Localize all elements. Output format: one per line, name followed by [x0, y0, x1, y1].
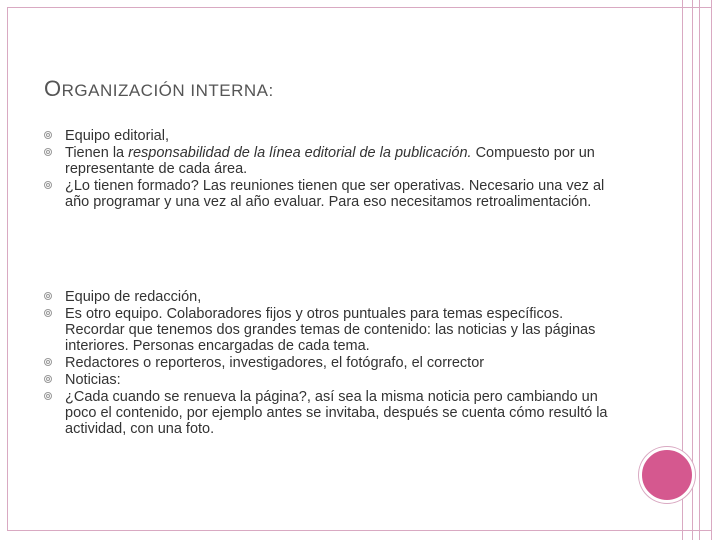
list-item: [44, 372, 624, 388]
title-rest: RGANIZACIÓN INTERNA:: [61, 81, 274, 100]
circle-bullet-icon: [44, 181, 53, 190]
list-item: [44, 306, 624, 354]
list-item-text: Noticias:: [65, 372, 121, 388]
list-item: [44, 289, 624, 305]
circle-bullet-icon: [44, 309, 53, 318]
circle-bullet-icon: [44, 292, 53, 301]
circle-bullet-icon: [44, 375, 53, 384]
list-item-text: Redactores o reporteros, investigadores, el fotógrafo, el corrector: [65, 355, 485, 371]
list-item-text: ¿Lo tienen formado? Las reuniones tienen que ser operativas. Necesario una vez al año programar y una vez al año evaluar. Para eso necesitamos retroalimentación.: [65, 178, 605, 210]
list-item: [44, 145, 624, 177]
list-item-text-suffix: Compuesto por un representante de cada área.: [65, 145, 595, 177]
pink-circle-decoration: [639, 447, 695, 503]
list-item-text: ¿Cada cuando se renueva la página?, así sea la misma noticia pero cambiando un poco el contenido, por ejemplo antes se invitaba, después se cuenta cómo resultó la actividad, con una foto.: [65, 389, 608, 437]
circle-bullet-icon: [44, 358, 53, 367]
list-item-text: Es otro equipo. Colaboradores fijos y otros puntuales para temas específicos. Recordar que tenemos dos grandes temas de contenido: las noticias y las páginas interiores. Personas encargadas de cada tema.: [65, 306, 596, 354]
slide-title: [44, 76, 274, 102]
list-item-text: Equipo editorial,: [65, 128, 169, 144]
circle-bullet-icon: [44, 131, 53, 140]
bullet-list-redaccion: [44, 289, 624, 438]
side-stripe-inner: [692, 0, 700, 540]
list-item: [44, 178, 624, 210]
circle-bullet-icon: [44, 148, 53, 157]
list-item: [44, 389, 624, 437]
list-item-text-prefix: Tienen la: [65, 145, 129, 161]
title-first-letter: O: [44, 76, 62, 101]
list-item: [44, 355, 624, 371]
list-item-text-italic: responsabilidad de la línea editorial de la publicación.: [128, 145, 472, 161]
list-item: [44, 128, 624, 144]
bullet-list-editorial: [44, 128, 624, 211]
list-item-text: Equipo de redacción,: [65, 289, 202, 305]
circle-bullet-icon: [44, 392, 53, 401]
